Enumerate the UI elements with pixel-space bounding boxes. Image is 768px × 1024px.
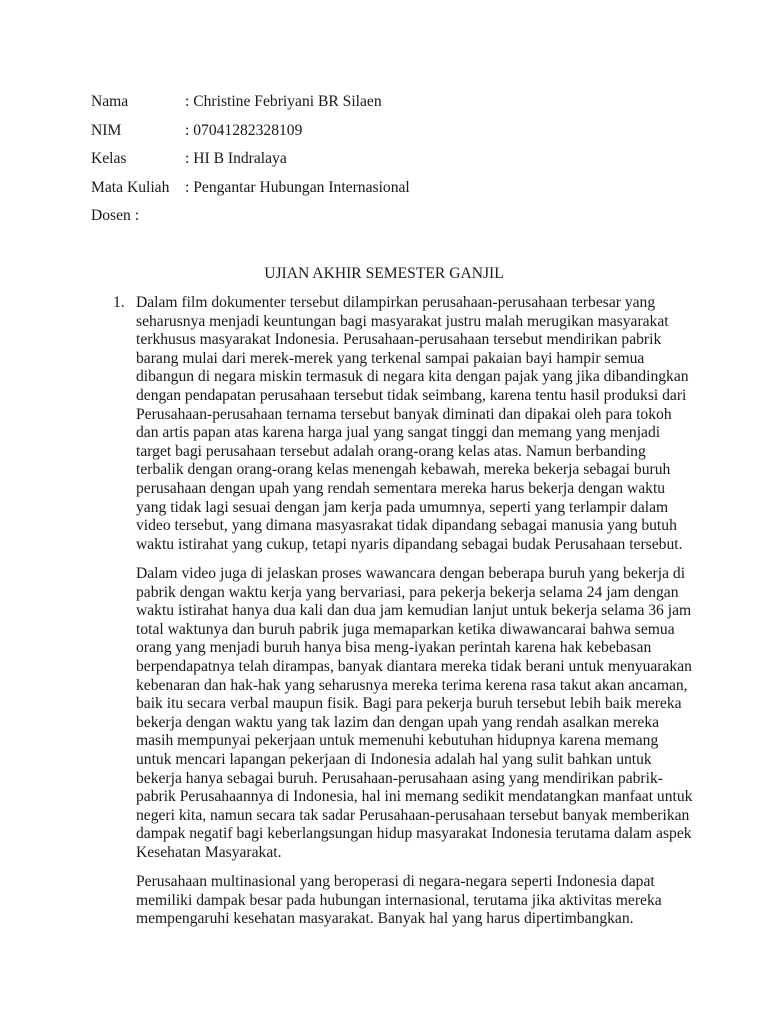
document-title: UJIAN AKHIR SEMESTER GANJIL [264, 265, 504, 282]
info-label: Kelas [91, 150, 127, 167]
text-line: waktu istirahat yang cukup, tetapi nyaris dipandang sebagai budak Perusahaan tersebut. [136, 535, 683, 553]
info-value: : Christine Febriyani BR Silaen [185, 93, 382, 110]
text-line: pabrik dengan waktu kerja yang bervariasi, para pekerja bekerja selama 24 jam dengan [136, 583, 679, 601]
info-row-mata-kuliah [91, 178, 410, 207]
text-line: bekerja hanya sebagai buruh. Perusahaan-perusahaan asing yang mendirikan pabrik- [136, 769, 663, 787]
text-line: negeri kita, namun secara tak sadar Perusahaan-perusahaan tersebut banyak memberikan [136, 806, 690, 824]
text-line: barang mulai dari merek-merek yang terkenal sampai pakaian bayi hampir semua [136, 349, 645, 367]
info-label: Mata Kuliah [91, 178, 170, 196]
text-line: Perusahaan multinasional yang beroperasi di negara-negara seperti Indonesia dapat [136, 873, 655, 890]
text-line: baik itu secara verbal maupun fisik. Bagi para pekerja buruh tersebut lebih baik mereka [136, 695, 682, 713]
text-line: bekerja dengan waktu yang tak lazim dan dengan upah yang rendah asalkan mereka [136, 713, 660, 731]
text-line: dan artis papan atas karena harga jual yang sangat tinggi dan memang yang menjadi [136, 424, 661, 442]
text-line: dampak negatif bagi keberlangsungan hidup masyarakat Indonesia terutama dalam aspek [136, 825, 692, 843]
info-row-nama [91, 92, 410, 121]
info-row-kelas [91, 149, 410, 178]
list-number: 1. [113, 294, 125, 311]
text-line: masih mempunyai pekerjaan untuk memenuhi kebutuhan hidupnya karena memang [136, 732, 659, 750]
info-row-dosen [91, 206, 410, 235]
text-line: seharusnya menjadi keuntungan bagi masyarakat justru malah merugikan masyarakat [136, 312, 669, 330]
text-line: Perusahaan-perusahaan ternama tersebut banyak diminati dan dipakai oleh para tokoh [136, 405, 672, 423]
text-line: dengan pendapatan perusahaan tersebut tidak seimbang, karena tentu hasil produksi dari [136, 386, 687, 404]
text-line: Dalam video juga di jelaskan proses wawancara dengan beberapa buruh yang bekerja di [136, 565, 686, 582]
info-label: Nama [91, 93, 129, 110]
text-line: yang tidak lagi sesuai dengan jam kerja pada umumnya, seperti yang terlampir dalam [136, 498, 669, 516]
text-line: orang yang menjadi buruh hanya bisa meng-iyakan perintah karena hak kebebasan [136, 639, 652, 657]
text-line: dibangun di negara miskin termasuk di negara kita dengan pajak yang jika dibandingkan [136, 368, 689, 386]
text-line: Dalam film dokumenter tersebut dilampirkan perusahaan-perusahaan terbesar yang [136, 294, 656, 311]
text-line: terbalik dengan orang-orang kelas menengah kebawah, mereka bekerja sebagai buruh [136, 461, 671, 479]
info-value: : 07041282328109 [185, 121, 303, 139]
text-line: perusahaan dengan upah yang rendah sementara mereka harus bekerja dengan waktu [136, 479, 666, 497]
text-line: memiliki dampak besar pada hubungan internasional, terutama jika aktivitas mereka [136, 891, 662, 909]
text-line: pabrik Perusahaannya di Indonesia, hal ini memang sedikit mendatangkan manfaat untuk [136, 788, 693, 806]
text-line: mempengaruhi kesehatan masyarakat. Banyak hal yang harus dipertimbangkan. [136, 910, 634, 928]
student-info-block [91, 92, 410, 235]
paragraph-2 [136, 565, 693, 863]
text-line: kebenaran dan hak-hak yang seharusnya mereka terima kerena rasa takut akan ancaman, [136, 676, 688, 694]
text-line: total waktunya dan buruh pabrik juga memaparkan ketika diwawancarai bahwa semua [136, 620, 675, 638]
text-line: target bagi perusahaan tersebut adalah orang-orang kelas atas. Namun berbanding [136, 442, 646, 460]
text-line: terkhusus masyarakat Indonesia. Perusahaan-perusahaan tersebut mendirikan pabrik [136, 331, 662, 349]
paragraph-3 [136, 873, 676, 929]
text-line: berpendapatnya telah dirampas, banyak diantara mereka tidak berani untuk menyuarakan [136, 657, 692, 675]
info-label: Dosen : [91, 207, 140, 224]
text-line: video tersebut, yang dimana masyasrakat tidak dipandang sebagai manusia yang butuh [136, 517, 677, 535]
info-row-nim [91, 121, 410, 150]
text-line: untuk mencari lapangan pekerjaan di Indonesia adalah hal yang sulit bahkan untuk [136, 750, 652, 768]
info-value: : HI B Indralaya [185, 150, 287, 167]
info-label: NIM [91, 121, 122, 139]
info-value: : Pengantar Hubungan Internasional [185, 178, 410, 196]
text-line: waktu istirahat hanya dua kali dan dua jam kemudian lanjut untuk bekerja selama 36 jam [136, 602, 692, 620]
paragraph-1 [136, 294, 689, 554]
text-line: Kesehatan Masyarakat. [136, 843, 282, 861]
